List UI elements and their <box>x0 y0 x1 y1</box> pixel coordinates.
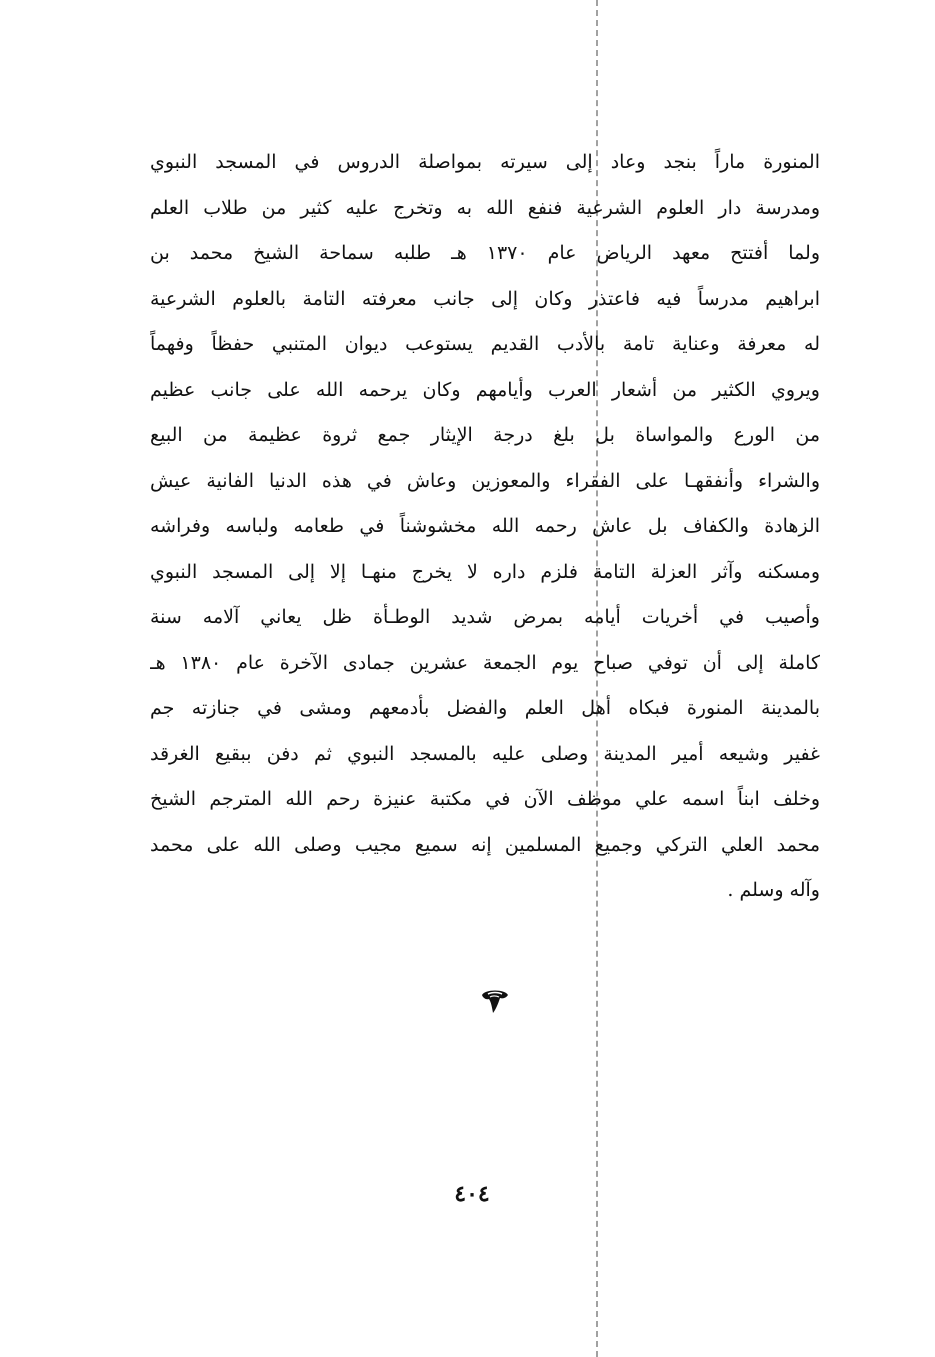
text-line: ومسكنه وآثر العزلة التامة فلزم داره لا يخرج منهـا إلا إلى المسجد النبوي <box>150 560 820 583</box>
text-line: ومدرسة دار العلوم الشرعية فنفع الله به وتخرج عليه كثير من طلاب العلم <box>150 196 820 219</box>
end-ornament-icon <box>479 987 511 1015</box>
text-line: وخلف ابناً اسمه علي موظف الآن في مكتبة عنيزة رحم الله المترجم الشيخ <box>150 788 820 810</box>
text-line: والشراء وأنفقهـا على الفقراء والمعوزين وعاش في هذه الدنيا الفانية عيش <box>150 469 820 492</box>
text-line: ابراهيم مدرساً فيه فاعتذر وكان إلى جانب معرفته التامة بالعلوم الشرعية <box>150 287 820 310</box>
page-number: ٤٠٤ <box>454 1181 490 1207</box>
text-line: وأصيب في أخريات أيامه بمرض شديد الوطـأة ظل يعاني آلامه سنة <box>150 606 820 628</box>
text-line: وآله وسلم . <box>727 879 820 901</box>
text-line: الزهادة والكفاف بل عاش رحمه الله مخشوشناً في طعامه ولباسه وفراشه <box>150 515 820 537</box>
body-text <box>150 140 820 914</box>
text-line: بالمدينة المنورة فبكاه أهل العلم والفضل بأدمعهم ومشى في جنازته جم <box>150 697 820 719</box>
text-line: غفير وشيعه أمير المدينة وصلى عليه بالمسجد النبوي ثم دفن ببقيع الغرقد <box>150 742 820 765</box>
text-line: كاملة إلى أن توفي صباح يوم الجمعة عشرين جمادى الآخرة عام ١٣٨٠ هـ <box>150 651 820 674</box>
text-line: له معرفة وعناية تامة بالأدب القديم يستوعب ديوان المتنبي حفظاً وفهماً <box>150 333 820 355</box>
text-line: ويروي الكثير من أشعار العرب وأيامهم وكان يرحمه الله على جانب عظيم <box>150 378 820 401</box>
text-line: من الورع والمواساة بل بلغ درجة الإيثار جمع ثروة عظيمة من البيع <box>150 424 820 446</box>
text-line: محمد العلي التركي وجميع المسلمين إنه سميع مجيب وصلى الله على محمد <box>150 833 820 856</box>
text-line: ولما أفتتح معهد الرياض عام ١٣٧٠ هـ طلبه سماحة الشيخ محمد بن <box>150 242 820 264</box>
text-line: المنورة ماراً بنجد وعاد إلى سيرته بمواصلة الدروس في المسجد النبوي <box>150 151 820 173</box>
